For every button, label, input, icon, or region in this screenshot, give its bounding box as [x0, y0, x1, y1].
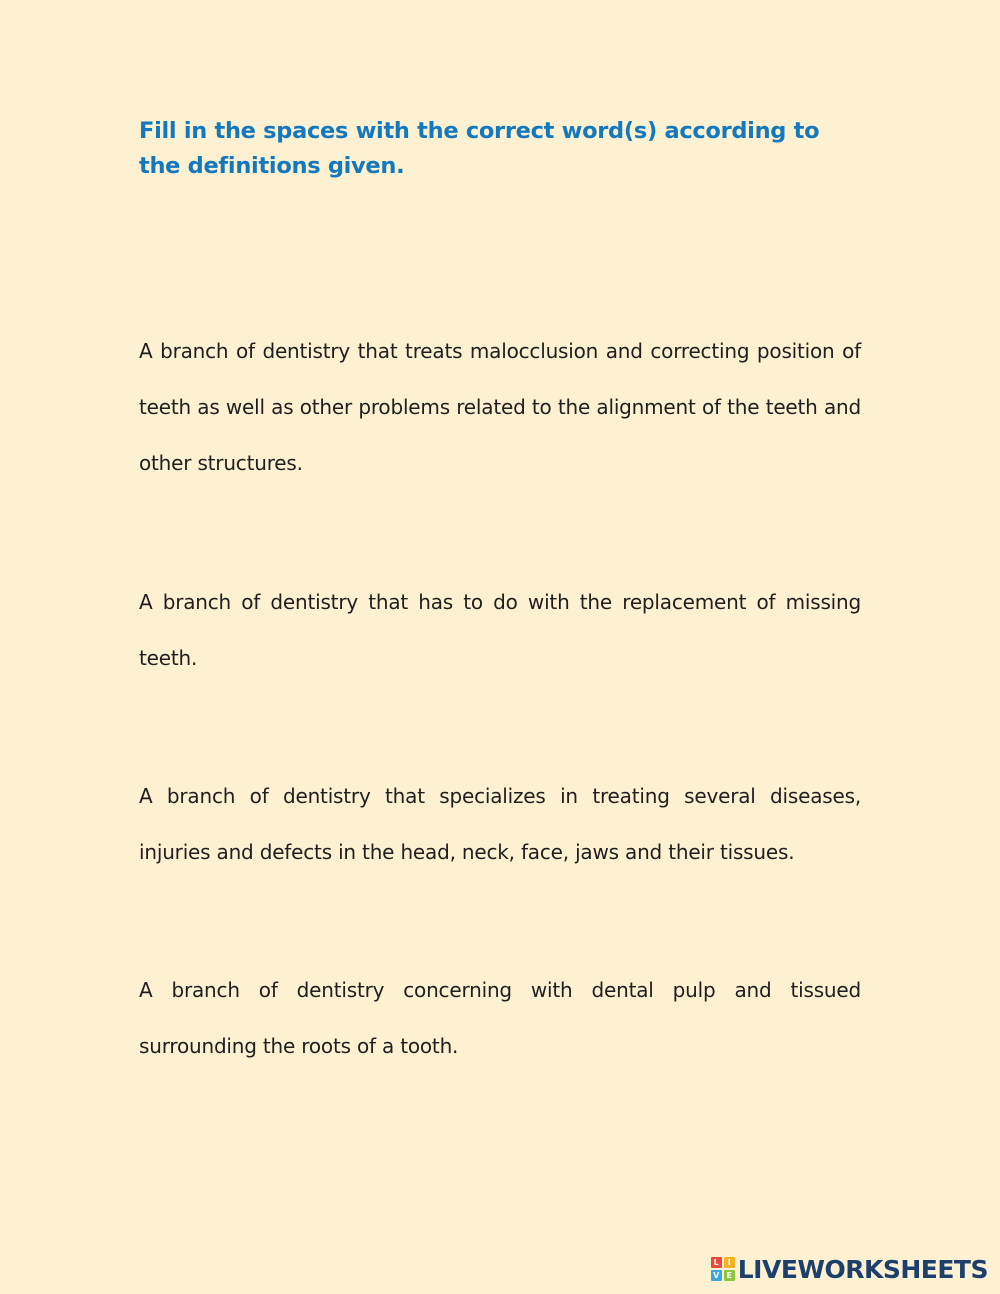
liveworksheets-icon — [711, 1257, 735, 1281]
logo-letter-v: V — [711, 1270, 722, 1281]
definition-1: A branch of dentistry that treats malocclusion and correcting position of teeth as well as other problems related to the alignment of the teeth and other structures. — [139, 339, 861, 475]
definition-3: A branch of dentistry that specializes in treating several diseases, injuries and defects in the head, neck, face, jaws and their tissues. — [139, 784, 861, 864]
definition-4: A branch of dentistry concerning with dental pulp and tissued surrounding the roots of a tooth. — [139, 978, 861, 1058]
instruction-heading: Fill in the spaces with the correct word(s) according to the definitions given. — [139, 118, 820, 179]
logo-letter-i: I — [724, 1257, 735, 1268]
definition-2: A branch of dentistry that has to do with the replacement of missing teeth. — [139, 590, 861, 670]
logo-letter-l: L — [711, 1257, 722, 1268]
logo-letter-e: E — [724, 1270, 735, 1281]
brand-name: LIVEWORKSHEETS — [737, 1254, 988, 1284]
liveworksheets-logo — [711, 1254, 988, 1284]
